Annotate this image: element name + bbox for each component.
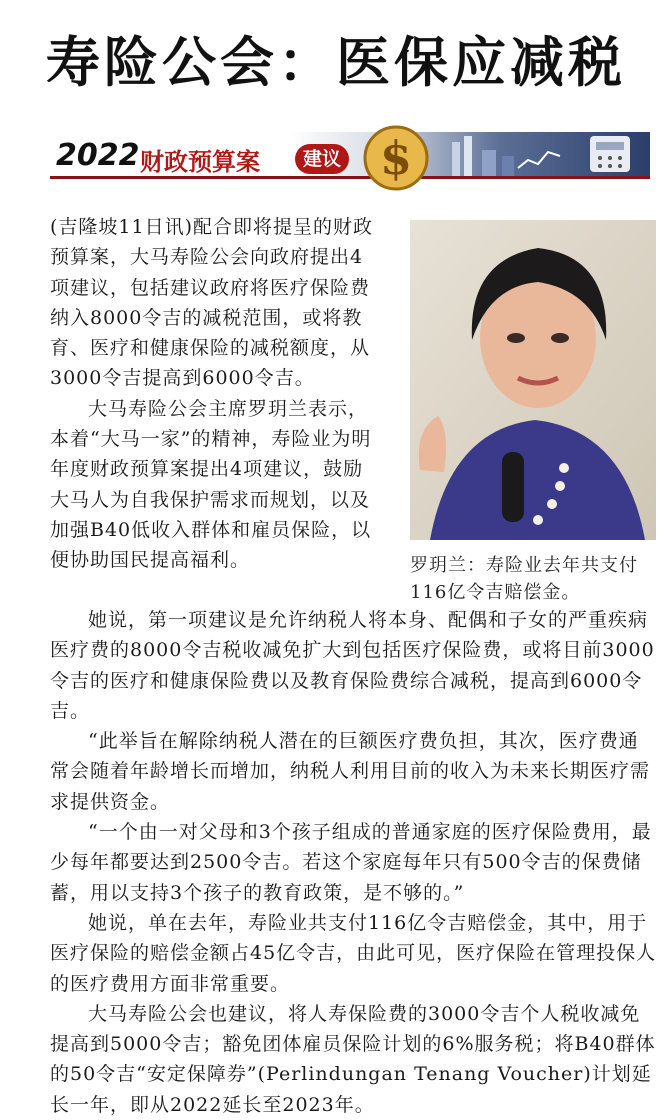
article-paragraph: 她说，第一项建议是允许纳税人将本身、配偶和子女的严重疾病医疗费的8000令吉税收减免扩大到包括医疗保险费，或将目前3000令吉的医疗和健康保险费以及教育保险费综合减税，提高到6000令吉。: [50, 609, 655, 722]
svg-text:$: $: [379, 131, 413, 185]
article-paragraph: (吉隆坡11日讯)配合即将提呈的财政预算案，大马寿险公会向政府提出4项建议，包括建议政府将医疗保险费纳入8000令吉的减税范围，或将教育、医疗和健康保险的减税额度，从3000令吉提高到6000令吉。: [50, 216, 374, 390]
headline: 寿险公会：医保应减税: [46, 30, 626, 94]
dollar-sign-icon: [362, 124, 430, 192]
article-paragraph: 大马寿险公会也建议，将人寿保险费的3000令吉个人税收减免提高到5000令吉；豁免团体雇员保险计划的6%服务税；将B40群体的50令吉“安定保障券”(Perlindungan Tenang Voucher)计划延长一年，即从2022延长至2023年。: [50, 1002, 656, 1116]
budget-banner: [50, 124, 650, 186]
article-paragraph: 她说，单在去年，寿险业共支付116亿令吉赔偿金，其中，用于医疗保险的赔偿金额占45亿令吉，由此可见，医疗保险在管理投保人的医疗费用方面非常重要。: [50, 911, 657, 995]
banner-title: 财政预算案: [140, 148, 260, 176]
article-column-text: [50, 212, 378, 576]
banner-year: 2022: [56, 138, 140, 173]
photo-caption: 罗玥兰：寿险业去年共支付116亿令吉赔偿金。: [410, 555, 638, 603]
article-paragraph: 大马寿险公会主席罗玥兰表示，本着“大马一家”的精神，寿险业为明年度财政预算案提出4项建议，鼓励大马人为自我保护需求而规划，以及加强B40低收入群体和雇员保险，以便协助国民提高福利。: [50, 397, 372, 572]
portrait-photo: [410, 220, 656, 540]
article-paragraph: “一个由一对父母和3个孩子组成的普通家庭的医疗保险费用，最少每年都要达到2500令吉。若这个家庭每年只有500令吉的保费储蓄，用以支持3个孩子的教育政策，是不够的。”: [50, 821, 652, 904]
calculator-hand-icon: [570, 126, 650, 180]
article-paragraph: “此举旨在解除纳税人潜在的巨额医疗费负担，其次，医疗费通常会随着年龄增长而增加，纳税人利用目前的收入为未来长期医疗需求提供资金。: [50, 730, 651, 813]
banner-badge: 建议: [295, 144, 349, 174]
skyline-icon: [442, 134, 562, 176]
article-full-text: [50, 605, 658, 1120]
